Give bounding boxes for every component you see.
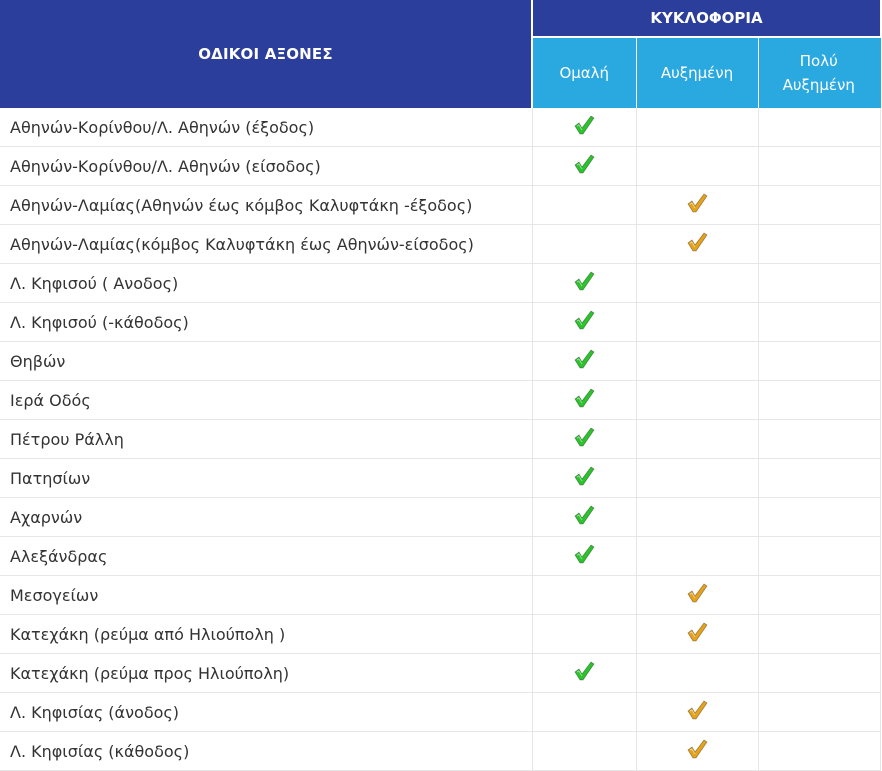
road-name: Κατεχάκη (ρεύμα από Ηλιούπολη )	[0, 615, 532, 654]
level-cell	[532, 615, 636, 654]
road-name: Κατεχάκη (ρεύμα προς Ηλιούπολη)	[0, 654, 532, 693]
level-cell	[636, 342, 758, 381]
road-name: Αθηνών-Κορίνθου/Λ. Αθηνών (είσοδος)	[0, 147, 532, 186]
level-cell	[532, 576, 636, 615]
level-cell	[532, 459, 636, 498]
roads-column-header: ΟΔΙΚΟΙ ΑΞΟΝΕΣ	[0, 0, 532, 108]
level-normal-header: Ομαλή	[532, 37, 636, 108]
check-green-icon	[573, 348, 595, 370]
level-cell	[636, 186, 758, 225]
level-cell	[532, 498, 636, 537]
level-cell	[758, 654, 880, 693]
level-cell	[758, 225, 880, 264]
road-name: Λ. Κηφισίας (κάθοδος)	[0, 732, 532, 771]
road-name: Πατησίων	[0, 459, 532, 498]
level-cell	[758, 264, 880, 303]
level-cell	[532, 381, 636, 420]
level-cell	[758, 186, 880, 225]
table-row	[0, 420, 880, 459]
table-row	[0, 576, 880, 615]
level-cell	[532, 225, 636, 264]
level-cell	[758, 537, 880, 576]
check-orange-icon	[686, 582, 708, 604]
table-row	[0, 225, 880, 264]
traffic-header: ΚΥΚΛΟΦΟΡΙΑ	[532, 0, 880, 37]
table-row	[0, 264, 880, 303]
level-cell	[636, 147, 758, 186]
level-cell	[636, 732, 758, 771]
table-row	[0, 459, 880, 498]
table-row	[0, 732, 880, 771]
level-very-increased-header	[758, 37, 880, 108]
road-name: Μεσογείων	[0, 576, 532, 615]
road-name: Αθηνών-Κορίνθου/Λ. Αθηνών (έξοδος)	[0, 108, 532, 147]
level-cell	[532, 186, 636, 225]
level-cell	[758, 420, 880, 459]
road-name: Αθηνών-Λαμίας(κόμβος Καλυφτάκη έως Αθηνών-είσοδος)	[0, 225, 532, 264]
level-cell	[758, 615, 880, 654]
check-green-icon	[573, 465, 595, 487]
level-cell	[532, 108, 636, 147]
level-cell	[532, 303, 636, 342]
level-cell	[636, 693, 758, 732]
level-cell	[758, 303, 880, 342]
check-green-icon	[573, 504, 595, 526]
level-cell	[758, 459, 880, 498]
table-row	[0, 498, 880, 537]
level-cell	[532, 654, 636, 693]
table-row	[0, 654, 880, 693]
level-cell	[758, 576, 880, 615]
check-orange-icon	[686, 231, 708, 253]
check-orange-icon	[686, 621, 708, 643]
level-increased-header: Αυξημένη	[636, 37, 758, 108]
table-row	[0, 303, 880, 342]
table-row	[0, 381, 880, 420]
road-name: Λ. Κηφισίας (άνοδος)	[0, 693, 532, 732]
table-row	[0, 615, 880, 654]
check-green-icon	[573, 309, 595, 331]
level-cell	[532, 732, 636, 771]
level-cell	[532, 264, 636, 303]
level-cell	[636, 654, 758, 693]
table-row	[0, 186, 880, 225]
check-green-icon	[573, 660, 595, 682]
table-row	[0, 693, 880, 732]
road-name: Ιερά Οδός	[0, 381, 532, 420]
level-cell	[758, 498, 880, 537]
level-cell	[758, 732, 880, 771]
check-orange-icon	[686, 738, 708, 760]
check-green-icon	[573, 426, 595, 448]
level-cell	[636, 420, 758, 459]
level-cell	[636, 615, 758, 654]
level-cell	[758, 147, 880, 186]
level-cell	[636, 381, 758, 420]
level-cell	[758, 381, 880, 420]
road-name: Λ. Κηφισού ( Ανοδος)	[0, 264, 532, 303]
level-cell	[636, 498, 758, 537]
road-name: Πέτρου Ράλλη	[0, 420, 532, 459]
level-cell	[532, 342, 636, 381]
level-cell	[532, 537, 636, 576]
road-name: Αθηνών-Λαμίας(Αθηνών έως κόμβος Καλυφτάκη -έξοδος)	[0, 186, 532, 225]
check-green-icon	[573, 270, 595, 292]
level-cell	[636, 108, 758, 147]
level-cell	[636, 459, 758, 498]
road-name: Αχαρνών	[0, 498, 532, 537]
road-name: Θηβών	[0, 342, 532, 381]
check-green-icon	[573, 153, 595, 175]
road-rows	[0, 108, 880, 771]
table-row	[0, 342, 880, 381]
level-cell	[758, 108, 880, 147]
level-cell	[636, 225, 758, 264]
check-green-icon	[573, 543, 595, 565]
level-cell	[532, 693, 636, 732]
level-cell	[636, 576, 758, 615]
level-cell	[636, 537, 758, 576]
level-cell	[636, 264, 758, 303]
level-cell	[532, 420, 636, 459]
road-name: Αλεξάνδρας	[0, 537, 532, 576]
level-cell	[758, 342, 880, 381]
check-green-icon	[573, 387, 595, 409]
table-row	[0, 108, 880, 147]
check-orange-icon	[686, 699, 708, 721]
level-cell	[758, 693, 880, 732]
check-orange-icon	[686, 192, 708, 214]
road-name: Λ. Κηφισού (-κάθοδος)	[0, 303, 532, 342]
level-cell	[636, 303, 758, 342]
check-green-icon	[573, 114, 595, 136]
table-row	[0, 537, 880, 576]
level-very-increased-label: Πολύ Αυξημένη	[782, 52, 855, 94]
level-cell	[532, 147, 636, 186]
table-row	[0, 147, 880, 186]
